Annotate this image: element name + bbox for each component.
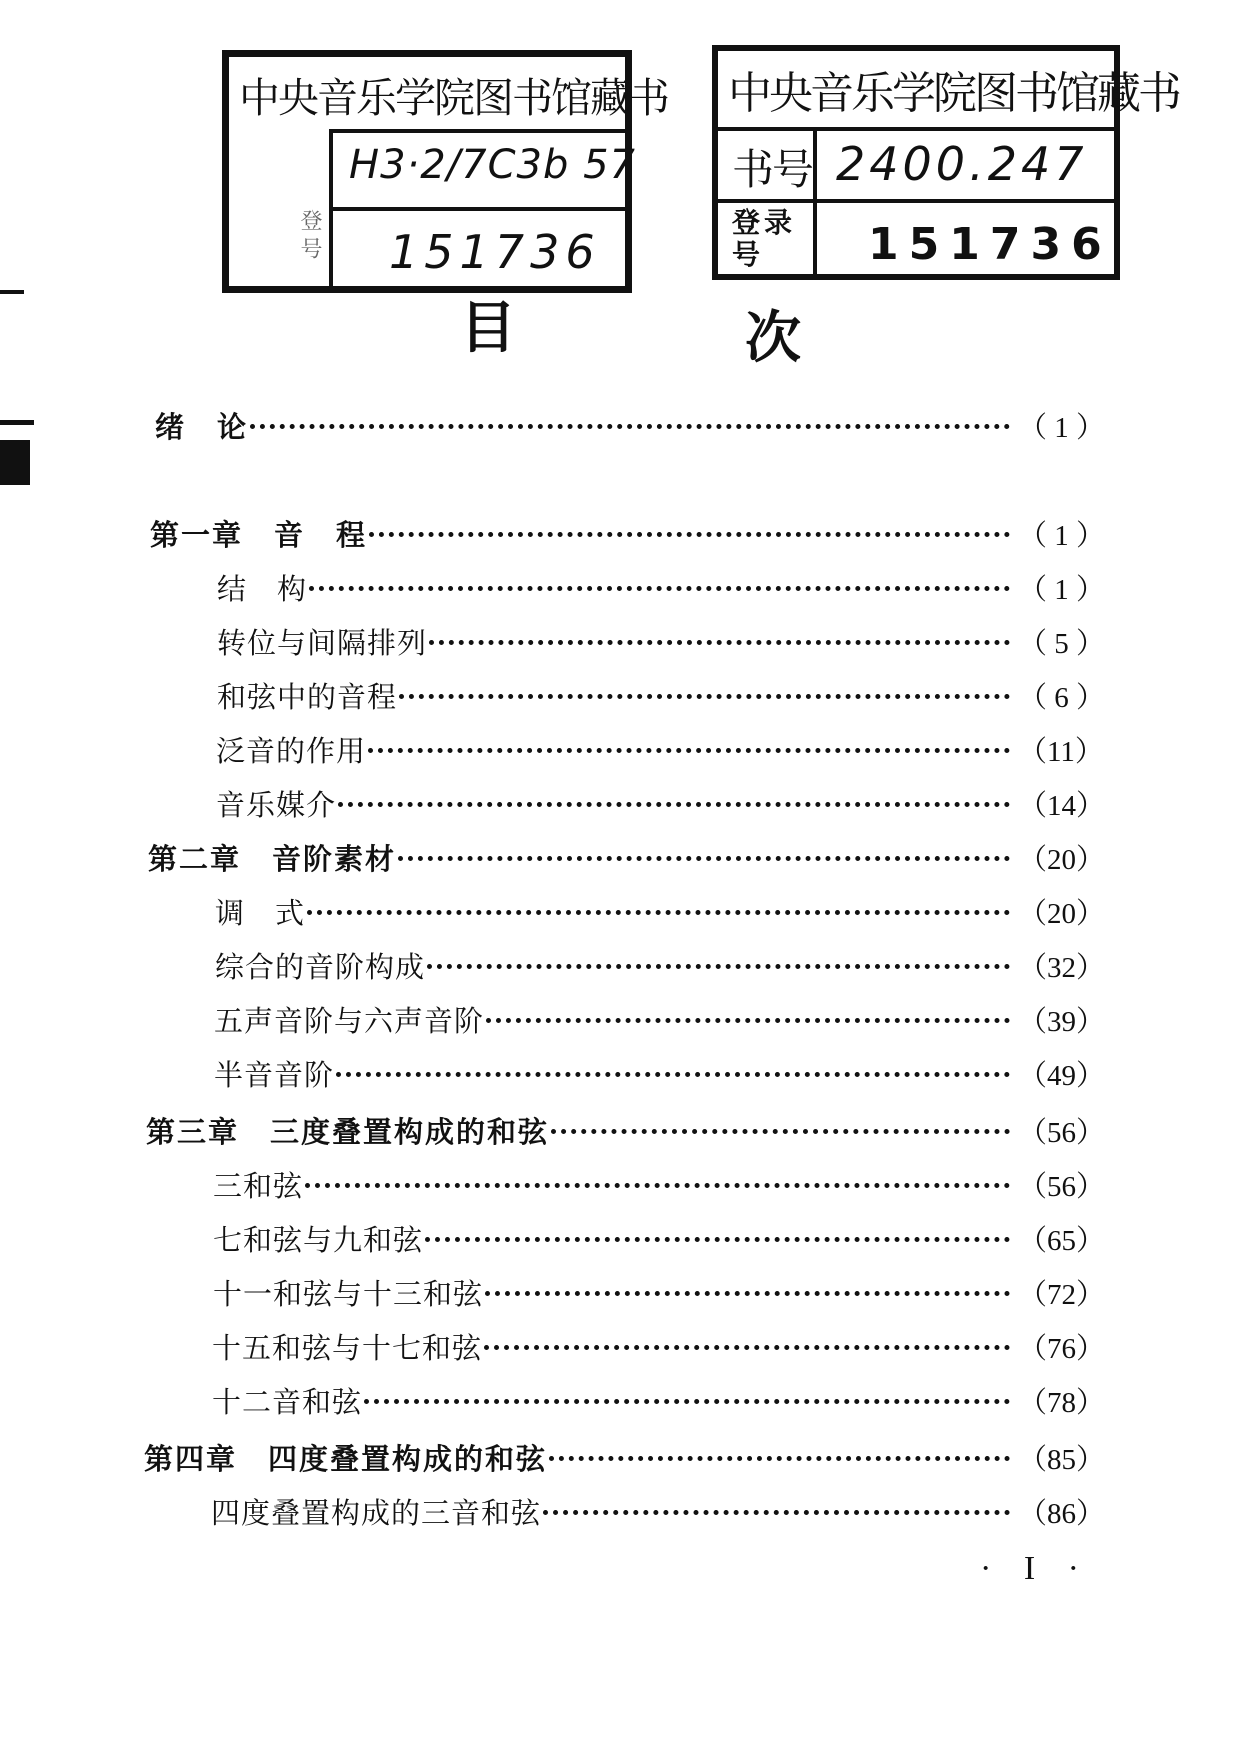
title-char: 次: [745, 306, 801, 371]
dot-leader: [338, 802, 1010, 807]
toc-entry-title: 调 式: [215, 896, 306, 930]
toc-entry-title: 绪 论: [155, 410, 249, 444]
toc-entry-title: 第二章 音阶素材: [148, 842, 397, 876]
toc-entry-title: 第三章 三度叠置构成的和弦: [146, 1115, 550, 1149]
scan-edge-mark: [0, 290, 24, 294]
toc-section-row: [214, 999, 1106, 1043]
toc-entry-title: 七和弦与九和弦: [213, 1223, 424, 1257]
toc-entry-title: 半音音阶: [214, 1058, 335, 1092]
dot-leader: [427, 964, 1010, 969]
dot-leader: [485, 1291, 1010, 1296]
toc-section-row: [217, 567, 1106, 611]
toc-entry-page: （ 1 ）: [1018, 574, 1106, 606]
toc-entry-page: （56）: [1018, 1171, 1106, 1203]
toc-entry-title: 十一和弦与十三和弦: [213, 1277, 484, 1311]
toc-entry-page: （76）: [1018, 1333, 1106, 1365]
toc-entry-title: 十五和弦与十七和弦: [212, 1331, 483, 1365]
toc-entry-page: （86）: [1018, 1498, 1106, 1530]
title-char: 目: [460, 296, 516, 361]
toc-entry-page: （ 1 ）: [1018, 520, 1106, 552]
dot-leader: [250, 424, 1010, 429]
toc-chapter-row: [146, 1110, 1106, 1154]
toc-entry-page: （56）: [1018, 1117, 1106, 1149]
toc-entry-page: （ 1 ）: [1018, 412, 1106, 444]
toc-entry-title: 五声音阶与六声音阶: [214, 1004, 485, 1038]
toc-entry-page: （11）: [1018, 736, 1104, 768]
dot-leader: [484, 1345, 1010, 1350]
toc-entry-title: 三和弦: [213, 1169, 304, 1203]
toc-entry-title: 第四章 四度叠置构成的和弦: [144, 1442, 548, 1476]
toc-chapter-row: [150, 513, 1106, 557]
dot-leader: [425, 1237, 1010, 1242]
toc-chapter-row: [144, 1437, 1106, 1481]
stamp-label: 书号: [732, 145, 813, 194]
toc-entry-title: 十二音和弦: [212, 1385, 363, 1419]
dot-leader: [368, 748, 1010, 753]
toc-entry-page: （85）: [1018, 1444, 1106, 1476]
toc-section-row: [215, 945, 1106, 989]
page-number: · I ·: [980, 1550, 1091, 1587]
toc-entry-title: 和弦中的音程: [217, 680, 398, 714]
dot-leader: [486, 1018, 1010, 1023]
dot-leader: [399, 694, 1010, 699]
toc-section-row: [214, 1053, 1106, 1097]
toc-entry-title: 四度叠置构成的三音和弦: [211, 1496, 542, 1530]
stamp-call-number: H3·2/7C3b 57: [349, 142, 636, 188]
stamp-label: 登号: [297, 209, 322, 265]
stamp-title: 中央音乐学院图书馆藏书: [728, 68, 1179, 119]
dot-leader: [307, 910, 1010, 915]
dot-leader: [551, 1129, 1010, 1134]
toc-entry-page: （ 5 ）: [1018, 628, 1106, 660]
toc-entry-page: （20）: [1018, 898, 1106, 930]
toc-entry-page: （78）: [1018, 1387, 1106, 1419]
toc-entry-title: 泛音的作用: [216, 734, 367, 768]
toc-entry-page: （14）: [1018, 790, 1106, 822]
stamp-label: 登录号: [732, 206, 797, 271]
stamp-title: 中央音乐学院图书馆藏书: [239, 74, 668, 122]
toc-section-row: [211, 1491, 1106, 1535]
toc-entry-page: （20）: [1018, 844, 1106, 876]
toc-section-row: [215, 891, 1106, 935]
toc-section-row: [213, 1272, 1106, 1316]
toc-section-row: [216, 783, 1106, 827]
toc-chapter-row: [148, 837, 1106, 881]
toc-section-row: [217, 675, 1106, 719]
toc-entry-title: 综合的音阶构成: [215, 950, 426, 984]
dot-leader: [549, 1456, 1010, 1461]
toc-entry-title: 第一章 音 程: [150, 518, 368, 552]
toc-entry-title: 转位与间隔排列: [217, 626, 428, 660]
toc-entry-page: （ 6 ）: [1018, 682, 1106, 714]
toc-entry-page: （32）: [1018, 952, 1106, 984]
dot-leader: [309, 586, 1010, 591]
dot-leader: [369, 532, 1010, 537]
scan-edge-mark: [0, 420, 34, 425]
toc-section-row: [213, 1164, 1106, 1208]
dot-leader: [398, 856, 1010, 861]
stamp-accession-number: 151736: [389, 225, 601, 279]
dot-leader: [305, 1183, 1010, 1188]
toc-section-row: [217, 621, 1106, 665]
toc-entry-title: 音乐媒介: [216, 788, 337, 822]
toc-section-row: [216, 729, 1104, 773]
dot-leader: [543, 1510, 1010, 1515]
toc-entry-page: （72）: [1018, 1279, 1106, 1311]
toc-entry-page: （39）: [1018, 1006, 1106, 1038]
dot-leader: [429, 640, 1010, 645]
scan-edge-mark: [0, 440, 30, 485]
dot-leader: [336, 1072, 1010, 1077]
stamp-accession-number: 151736: [868, 219, 1112, 270]
toc-section-row: [213, 1218, 1106, 1262]
toc-entry-title: 结 构: [217, 572, 308, 606]
toc-section-row: [212, 1380, 1106, 1424]
stamp-call-number: 2400.247: [836, 137, 1088, 191]
toc-entry-page: （49）: [1018, 1060, 1106, 1092]
toc-entry-page: （65）: [1018, 1225, 1106, 1257]
toc-section-row: [212, 1326, 1106, 1370]
dot-leader: [364, 1399, 1010, 1404]
toc-chapter-row: [155, 405, 1106, 449]
